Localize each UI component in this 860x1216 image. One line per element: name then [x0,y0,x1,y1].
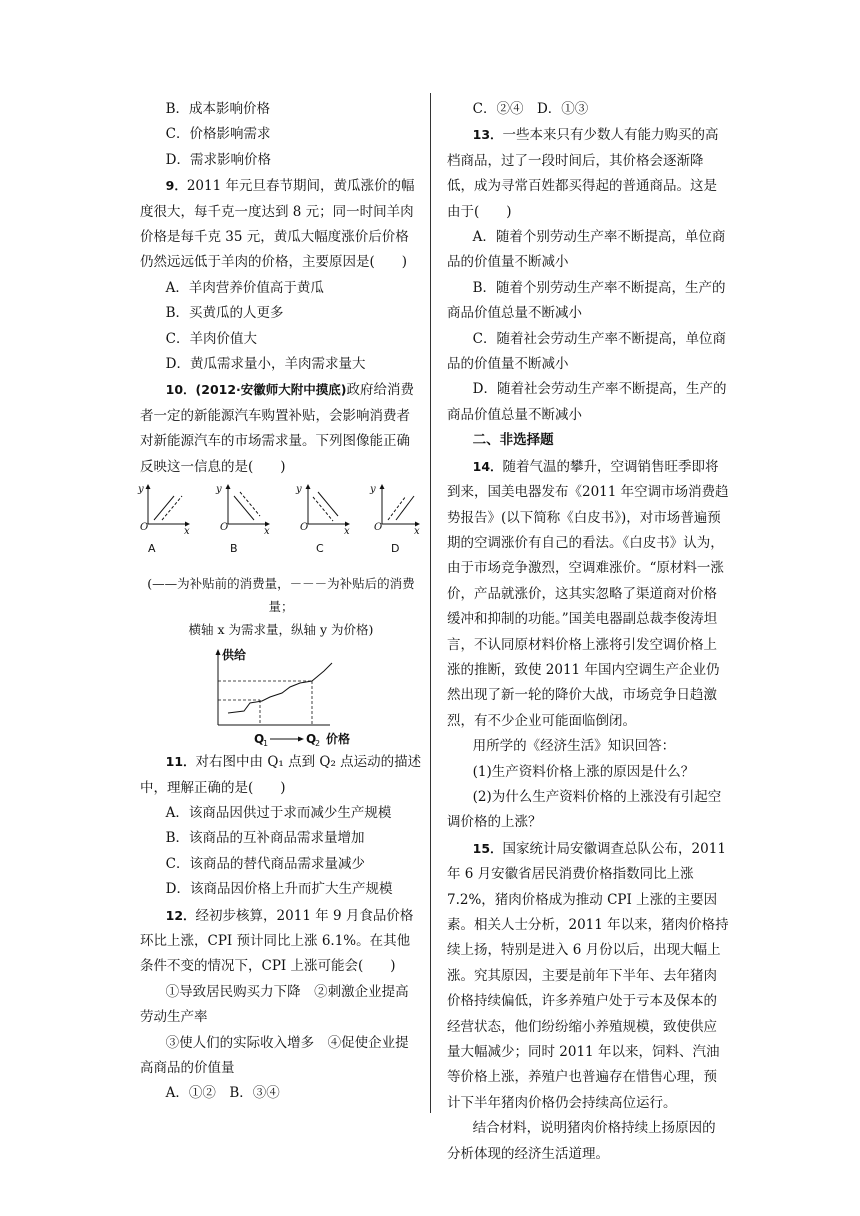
graph-b [215,484,270,537]
q13-option-b: B．随着个别劳动生产率不断提高，生产的商品价值总量不断减小 [447,279,726,322]
svg-text:y: y [370,484,376,496]
q8-option-c: C．价格影响需求 [165,126,271,143]
question-12 [140,903,422,980]
question-10 [140,377,422,480]
q11-option-d: D．该商品因价格上升而扩大生产规模 [165,881,393,898]
svg-text:2: 2 [315,739,321,749]
chart2-xlabel: 价格 [326,732,351,747]
question-10-number: 10． [165,382,196,398]
q15-prompt: 结合材料，说明猪肉价格持续上扬原因的分析体现的经济生活道理。 [447,1120,716,1162]
svg-text:x: x [264,526,270,538]
svg-text:x: x [184,526,190,538]
q12-items-1: ①导致居民购买力下降 ②刺激企业提高劳动生产率 [140,983,409,1026]
svg-text:O: O [374,522,383,534]
graph-c [295,484,350,537]
column-divider [430,93,431,1113]
svg-text:y: y [216,484,222,496]
question-13-number: 13． [472,127,503,143]
question-14-text: 随着气温的攀升，空调销售旺季即将到来，国美电器发布《2011 年空调市场消费趋势报告》(以下简称《白皮书》)，对市场普遍预期的空调涨价有自己的看法。《白皮书》认为，由于市场竞争激烈，空调难涨价。“原材料一涨价，产品就涨价，这其实忽略了渠道商对价格缓冲和抑制的功能。”国美电器副总裁李俊涛坦言，不认同原材料价格上涨将引发空调价格上涨的推断，致使 2011 年国内空调生产企业仍然出现了新一轮的降价大战，市场竞争日趋激烈，有不少企业可能面临倒闭。 [447,458,729,729]
question-13-text: 一些本来只有少数人有能力购买的高档商品，过了一段时间后，其价格会逐渐降低，成为寻常百姓都买得起的普通商品。这是由于( ) [447,127,719,220]
question-11 [140,749,422,801]
q11-option-a: A．该商品因供过于求而减少生产规模 [165,804,392,821]
q12-options-ab: A．①② B．③④ [165,1085,280,1102]
q14-sub-2: (2)为什么生产资料价格的上涨没有引起空调价格的上涨？ [447,788,722,831]
supply-price-chart-svg [200,647,360,747]
svg-text:x: x [344,526,350,538]
section-heading: 二、非选择题 [472,432,554,449]
q11-option-b: B．该商品的互补商品需求量增加 [165,830,365,847]
left-column [140,97,422,1107]
supply-price-chart [200,647,422,747]
question-15 [447,836,729,1116]
question-11-number: 11． [165,754,196,770]
question-13 [447,122,729,225]
q13-option-a: A．随着个别劳动生产率不断提高，单位商品的价值量不断减小 [447,229,726,271]
q14-sub-1: (1)生产资料价格上涨的原因是什么？ [472,763,695,780]
question-14 [447,454,729,734]
question-9-text: 2011 年元旦春节期间，黄瓜涨价的幅度很大，每千克一度达到 8 元；同一时间羊肉价格是每千克 35 元，黄瓜大幅度涨价后价格仍然远远低于羊肉的价格，主要原因是( ) [140,178,415,271]
graph-a [137,484,190,537]
chart2-q2: Q [306,732,317,747]
q8-option-b: B．成本影响价格 [165,101,271,117]
q14-prompt: 用所学的《经济生活》知识回答： [472,738,676,755]
legend-note-2: 横轴 x 为需求量，纵轴 y 为价格) [188,622,374,638]
q8-option-d: D．需求影响价格 [165,151,271,168]
demand-graphs [140,484,422,564]
question-15-text: 国家统计局安徽调查总队公布，2011 年 6 月安徽省居民消费价格指数同比上涨 7.2%，猪肉价格成为推动 CPI 上涨的主要因素。相关人士分析，2011 年以来，猪肉价格持续上扬，特别是进入 6 月份以后，出现大幅上涨。究其原因，主要是前年下半年、去年猪肉价格持续偏低，许多养殖户处于亏本及保本的经营状态，他们纷纷缩小养殖规模，致使供应量大幅减少；同时 2011 年以来，饲料、汽油等价格上涨，养殖户也普遍存在惜售心理，预计下半年猪肉价格仍会持续高位运行。 [447,840,729,1111]
question-9-number: 9． [165,178,187,194]
svg-text:x: x [414,526,420,538]
legend-note-1: (——为补贴前的消费量，－－－为补贴后的消费量； [147,576,415,615]
right-column [447,97,729,1167]
svg-text:y: y [138,484,144,496]
q11-option-c: C．该商品的替代商品需求量减少 [165,855,365,872]
graph-label-c: C [316,542,324,556]
graph-label-b: B [230,542,238,556]
question-10-source: (2012·安徽师大附中摸底) [195,382,347,398]
question-14-number: 14． [472,458,503,474]
question-9 [140,173,422,276]
chart2-q1: Q [254,732,265,747]
svg-text:O: O [140,522,149,534]
svg-text:O: O [220,522,229,534]
question-10-text: 政府给消费者一定的新能源汽车购置补贴，会影响消费者对新能源汽车的市场需求量。下列图像能正确反映这一信息的是( ) [140,382,415,475]
question-11-text: 对右图中由 Q₁ 点到 Q₂ 点运动的描述中，理解正确的是( ) [140,754,422,796]
q9-option-a: A．羊肉营养价值高于黄瓜 [165,279,324,296]
svg-text:1: 1 [263,739,269,749]
q9-option-b: B．买黄瓜的人更多 [165,305,284,322]
q12-items-2: ③使人们的实际收入增多 ④促使企业提高商品的价值量 [140,1034,409,1076]
q12-options-cd: C．②④ D．①③ [472,101,589,117]
graph-d [369,484,420,537]
graph-label-a: A [148,542,156,556]
question-15-number: 15． [472,840,503,856]
graph-label-d: D [391,542,400,556]
demand-graphs-svg [140,484,422,564]
question-12-text: 经初步核算，2011 年 9 月食品价格环比上涨，CPI 预计同比上涨 6.1%。在其他条件不变的情况下，CPI 上涨可能会( ) [140,907,414,975]
svg-text:y: y [296,484,302,496]
q13-option-d: D．随着社会劳动生产率不断提高，生产的商品价值总量不断减小 [447,381,727,423]
q13-option-c: C．随着社会劳动生产率不断提高，单位商品的价值量不断减小 [447,330,726,373]
q9-option-d: D．黄瓜需求量小，羊肉需求量大 [165,356,366,373]
svg-text:O: O [300,522,309,534]
chart2-ylabel: 供给 [222,648,247,663]
q9-option-c: C．羊肉价值大 [165,330,257,347]
question-12-number: 12． [165,907,196,923]
